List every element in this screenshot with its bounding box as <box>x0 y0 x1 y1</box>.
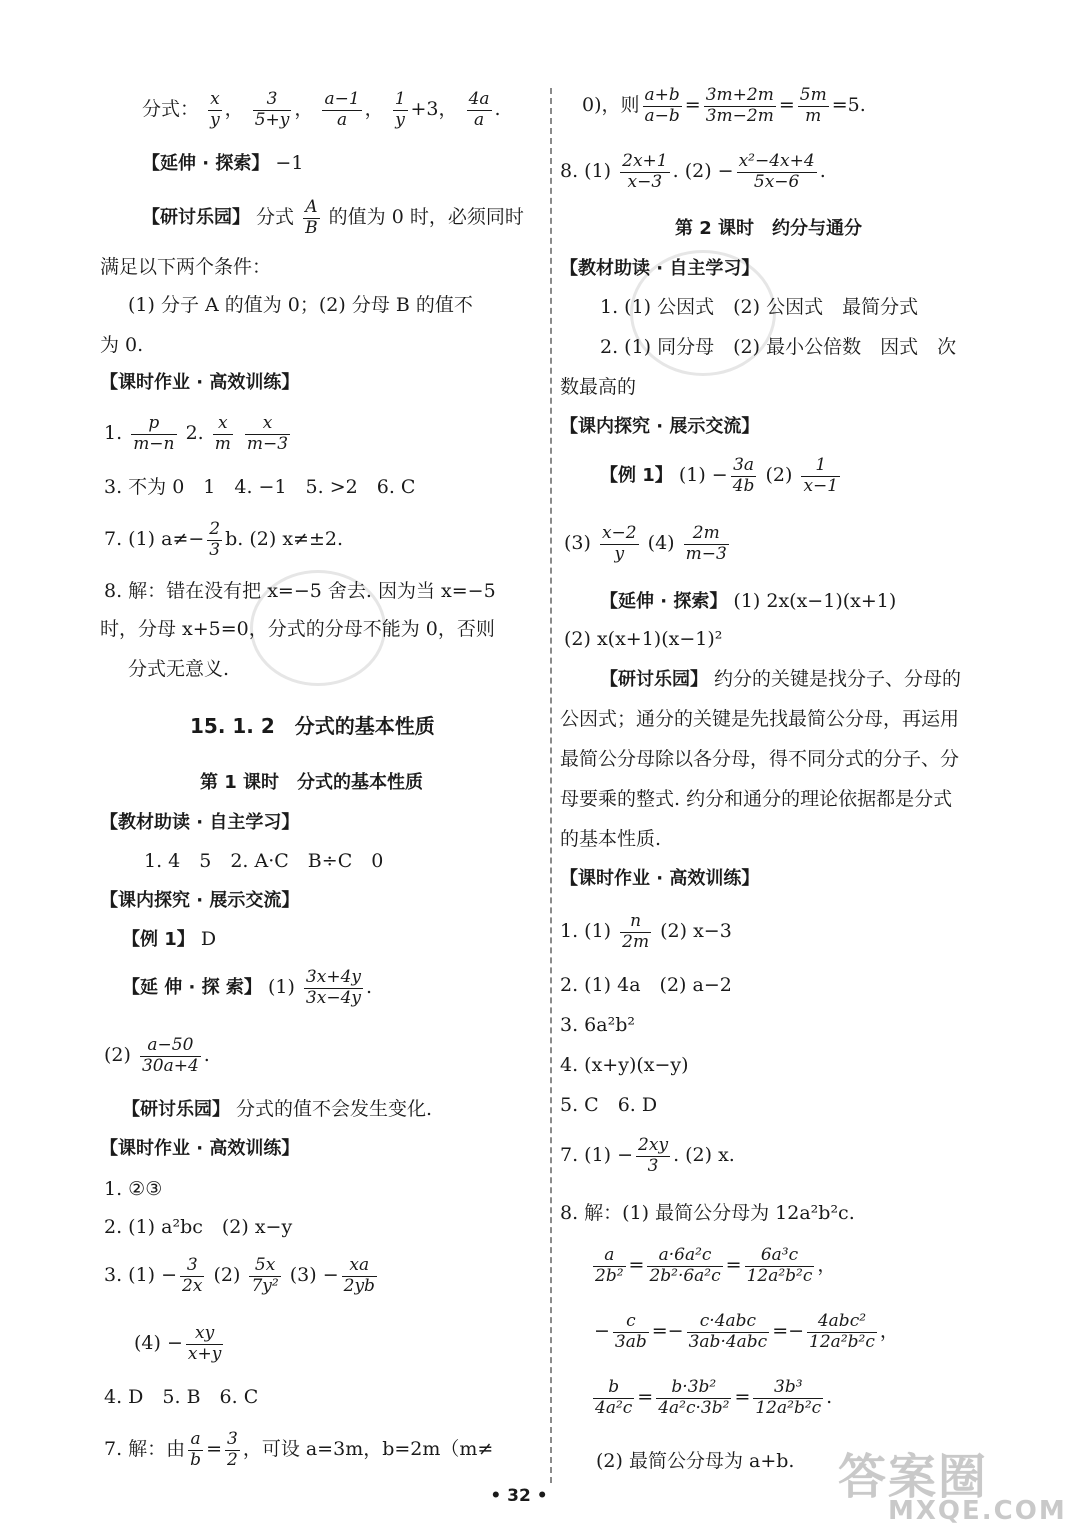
section-header: 【研讨乐园】 <box>122 1099 230 1120</box>
text: = <box>206 1438 222 1461</box>
numerator: c <box>613 1312 649 1333</box>
fraction <box>737 152 817 192</box>
numerator: a <box>593 1246 626 1267</box>
fraction <box>643 86 682 126</box>
section-header: 【例 1】 <box>600 465 673 487</box>
text-line: 8. 解：错在没有把 x=−5 舍去. 因为当 x=−5 <box>104 580 496 602</box>
text-line: 为 0. <box>100 334 144 356</box>
fraction <box>807 1312 877 1352</box>
denominator: x−1 <box>803 475 839 496</box>
fraction <box>593 1378 634 1418</box>
denominator: 7y² <box>251 1275 279 1296</box>
fraction <box>647 1246 722 1286</box>
section-header: 【延伸 · 探索】 <box>600 591 728 612</box>
text: ， <box>817 1254 837 1277</box>
denominator: 12a²b²c <box>746 1265 813 1286</box>
text: = <box>628 1254 645 1277</box>
watermark-text: 答案圈 <box>838 1449 989 1505</box>
text: (2) x−3 <box>660 920 732 943</box>
answer-text: (1) 2x(x−1)(x+1) <box>733 590 897 612</box>
numerator: c·4abc <box>687 1312 770 1333</box>
text: (1) − <box>678 464 728 487</box>
text: 8. (1) <box>560 160 612 183</box>
numerator: 4a <box>468 89 490 109</box>
denominator: 5+y <box>254 109 290 130</box>
equation-line <box>590 1246 836 1286</box>
answer-line: 8. 解：(1) 最简公分母为 12a²b²c. <box>560 1202 855 1224</box>
text: . (2) − <box>672 160 734 183</box>
numerator: x²−4x+4 <box>738 151 815 171</box>
fraction <box>253 90 292 130</box>
numerator: 6a³c <box>745 1246 815 1267</box>
text: = <box>778 94 795 117</box>
answer-line: 2. (1) 同分母 (2) 最小公倍数 因式 次 <box>600 336 957 358</box>
numerator: 3x+4y <box>305 967 361 987</box>
fraction <box>731 456 757 496</box>
answer-line <box>122 1098 432 1121</box>
text-line: 分式无意义. <box>128 658 230 680</box>
text: (2) <box>213 1264 241 1287</box>
text: 分式 <box>256 206 295 229</box>
answer-line <box>104 1036 210 1076</box>
text: (2) <box>104 1044 131 1067</box>
answer-line: (2) x(x+1)(x−1)² <box>564 628 723 650</box>
text: = <box>734 1386 751 1409</box>
text-line: 时，分母 x+5=0，分式的分母不能为 0，否则 <box>100 618 495 640</box>
numerator: 2x+1 <box>622 151 668 171</box>
denominator: x+y <box>187 1343 222 1364</box>
numerator: 3a <box>731 456 757 477</box>
text-line: (1) 分子 A 的值为 0；(2) 分母 B 的值不 <box>128 294 473 316</box>
answer-line <box>104 1256 380 1296</box>
denominator: 5x−6 <box>753 171 800 192</box>
section-header: 【课内探究 · 展示交流】 <box>560 416 760 437</box>
lesson-title: 第 1 课时 分式的基本性质 <box>200 772 424 793</box>
text: 7. (1) a≠− <box>104 528 205 551</box>
numerator: x <box>245 414 290 435</box>
section-header: 【教材助读 · 自主学习】 <box>560 258 760 279</box>
text: ，可设 a=3m，b=2m（m≠ <box>242 1438 494 1461</box>
fraction <box>620 912 651 952</box>
text: . (2) x. <box>673 1144 735 1167</box>
numerator: 1 <box>394 89 406 109</box>
numerator: 4abc² <box>807 1312 877 1333</box>
denominator: y <box>395 109 405 130</box>
fraction <box>620 152 669 192</box>
answer-line <box>122 928 216 951</box>
text: (2) <box>765 464 793 487</box>
denominator: a <box>473 109 485 130</box>
denominator: m−3 <box>685 543 727 564</box>
fraction <box>753 1378 823 1418</box>
fraction <box>249 1256 280 1296</box>
answer-line: 2. (1) 4a (2) a−2 <box>560 974 732 996</box>
section-header: 【课内探究 · 展示交流】 <box>100 890 300 911</box>
answer-line: 2. (1) a²bc (2) x−y <box>104 1216 293 1238</box>
answer-line: 4. (x+y)(x−y) <box>560 1054 689 1076</box>
answer-text: D <box>200 928 217 950</box>
answer-line <box>134 1324 226 1364</box>
fraction <box>303 198 320 238</box>
section-header: 【课时作业 · 高效训练】 <box>560 868 760 889</box>
answer-line <box>560 152 826 192</box>
numerator: a−50 <box>140 1036 201 1057</box>
answer-line <box>560 912 732 952</box>
answer-text: −1 <box>275 152 304 174</box>
text: (1) <box>267 976 295 999</box>
numerator: 3m+2m <box>705 85 774 105</box>
answer-line <box>560 1136 735 1176</box>
numerator: x−2 <box>601 523 637 543</box>
answer-line <box>582 86 866 126</box>
answer-line <box>122 968 372 1008</box>
item-number: 1. <box>104 422 123 445</box>
text: − <box>594 1320 610 1343</box>
text: 0)，则 <box>582 94 640 117</box>
answer-line <box>564 524 732 564</box>
text: . <box>203 1044 210 1067</box>
text: 的值为 0 时，必须同时 <box>328 206 524 229</box>
text: 3. (1) − <box>104 1264 178 1287</box>
numerator: 2 <box>209 519 221 539</box>
numerator: 5m <box>799 85 827 105</box>
text: ， <box>879 1320 899 1343</box>
numerator: x <box>208 90 222 111</box>
answer-line <box>600 590 896 613</box>
numerator: 3 <box>226 1429 238 1449</box>
numerator: p <box>131 414 176 435</box>
answer-line: 1. 4 5 2. A·C B÷C 0 <box>144 850 384 872</box>
numerator: 5x <box>249 1256 280 1277</box>
watermark-text: MXQE.COM <box>888 1496 1067 1526</box>
fraction <box>131 414 176 454</box>
numerator: 3b³ <box>753 1378 823 1399</box>
fraction <box>613 1312 649 1352</box>
fraction <box>245 414 290 454</box>
text: 分式： <box>142 98 200 121</box>
answer-line <box>600 668 961 691</box>
numerator: 3 <box>253 90 292 111</box>
denominator: 3ab <box>614 1331 647 1352</box>
denominator: y <box>210 109 220 130</box>
answer-line <box>142 152 303 175</box>
denominator: 2b²·6a²c <box>649 1265 721 1286</box>
answer-line <box>142 198 524 238</box>
equation-line <box>590 1378 832 1418</box>
fraction <box>213 414 233 454</box>
section-title: 15. 1. 2 分式的基本性质 <box>190 714 435 738</box>
fraction <box>684 524 729 564</box>
answer-line: 4. D 5. B 6. C <box>104 1386 259 1408</box>
text: = <box>684 94 701 117</box>
answer-line <box>104 1430 493 1470</box>
answer-line: (2) 最简公分母为 a+b. <box>596 1450 795 1472</box>
numerator: b <box>593 1378 634 1399</box>
numerator: a·6a²c <box>647 1246 722 1267</box>
section-header: 【课时作业 · 高效训练】 <box>100 1138 300 1159</box>
fraction <box>225 1430 240 1470</box>
text: = <box>637 1386 654 1409</box>
text: = <box>725 1254 742 1277</box>
denominator: 3 <box>647 1155 659 1176</box>
denominator: 2 <box>226 1449 238 1470</box>
numerator: 3 <box>180 1256 204 1277</box>
text: (3) <box>564 532 591 555</box>
text: (4) <box>647 532 675 555</box>
answer-line <box>104 414 293 454</box>
fraction <box>180 1256 204 1296</box>
text-line: 母要乘的整式. 约分和通分的理论依据都是分式 <box>560 788 953 810</box>
denominator: 2m <box>622 931 650 952</box>
denominator: m−3 <box>246 433 289 454</box>
text: . <box>819 160 826 183</box>
lesson-title: 第 2 课时 约分与通分 <box>675 218 863 239</box>
text: =5. <box>831 94 866 117</box>
denominator: 3m−2m <box>705 105 774 126</box>
fraction <box>798 86 829 126</box>
numerator: x <box>213 414 233 435</box>
denominator: 4a²c·3b² <box>658 1397 730 1418</box>
denominator: m <box>805 105 822 126</box>
text-line: 数最高的 <box>560 376 637 398</box>
fraction <box>801 456 840 496</box>
column-divider <box>550 88 552 1483</box>
fraction <box>593 1246 626 1286</box>
denominator: a <box>336 109 348 130</box>
denominator: 2b² <box>595 1265 624 1286</box>
denominator: 2x <box>182 1275 203 1296</box>
text: b. (2) x≠±2. <box>225 528 344 551</box>
text: 7. 解：由 <box>104 1438 186 1461</box>
denominator: 30a+4 <box>141 1055 199 1076</box>
fraction <box>208 90 222 130</box>
fraction <box>304 968 363 1008</box>
denominator: 3 <box>209 539 221 560</box>
text-line: 的基本性质. <box>560 828 662 850</box>
fraction <box>188 1430 203 1470</box>
numerator: 2xy <box>638 1135 669 1155</box>
denominator: 3ab·4abc <box>688 1331 768 1352</box>
fraction <box>745 1246 815 1286</box>
section-header: 【研讨乐园】 <box>600 669 708 690</box>
section-header: 【延 伸 · 探 索】 <box>122 977 262 999</box>
answer-line: 1. (1) 公因式 (2) 公因式 最简分式 <box>600 296 919 318</box>
fraction <box>467 90 492 130</box>
text-line: 最简公分母除以各分母，得不同分式的分子、分 <box>560 748 960 770</box>
text: . <box>366 976 373 999</box>
answer-line: 3. 6a²b² <box>560 1014 635 1036</box>
denominator: B <box>305 217 318 238</box>
fraction <box>322 90 361 130</box>
fraction <box>704 86 776 126</box>
section-header: 【教材助读 · 自主学习】 <box>100 812 300 833</box>
text-line: 公因式；通分的关键是先找最简公分母，再运用 <box>560 708 960 730</box>
text: (3) − <box>289 1264 339 1287</box>
section-header: 【延伸 · 探索】 <box>142 153 270 174</box>
numerator: xy <box>186 1324 223 1345</box>
numerator: a−1 <box>324 89 360 109</box>
text: =− <box>772 1320 805 1343</box>
denominator: 12a²b²c <box>755 1397 822 1418</box>
text: . <box>826 1386 833 1409</box>
numerator: A <box>303 198 320 219</box>
denominator: a−b <box>644 105 680 126</box>
answer-line <box>600 456 843 496</box>
page-number: • 32 • <box>490 1486 548 1506</box>
denominator: m−n <box>133 433 175 454</box>
fraction <box>186 1324 223 1364</box>
denominator: 2yb <box>343 1275 375 1296</box>
item-number: 2. <box>185 422 204 445</box>
answer-line: 3. 不为 0 1 4. −1 5. >2 6. C <box>104 476 416 498</box>
fraction <box>687 1312 770 1352</box>
answer-line: 5. C 6. D <box>560 1094 658 1116</box>
numerator: xa <box>342 1256 377 1277</box>
denominator: x−3 <box>627 171 663 192</box>
text: 1. (1) <box>560 920 612 943</box>
fraction-list-line: 分式： $\frac{x}{y}$ ， $\frac{3}{5+y}$ ， $\frac{a-1}{a}$ ， $\frac{1}{y}$ +3， $\frac{4a}{a}$ . <box>142 89 501 130</box>
text-line: 满足以下两个条件： <box>100 256 272 278</box>
watermark-logo <box>830 1438 1067 1528</box>
section-header: 【例 1】 <box>122 929 195 950</box>
numerator: n <box>620 912 651 933</box>
section-header: 【研讨乐园】 <box>142 207 250 229</box>
denominator: y <box>614 543 625 564</box>
answer-line: 1. ②③ <box>104 1178 163 1200</box>
fraction <box>140 1036 201 1076</box>
section-header: 【课时作业 · 高效训练】 <box>100 372 300 393</box>
numerator: 2m <box>684 524 729 545</box>
text: =− <box>651 1320 684 1343</box>
denominator: b <box>190 1449 202 1470</box>
fraction <box>342 1256 377 1296</box>
numerator: a+b <box>644 85 680 105</box>
denominator: m <box>214 433 231 454</box>
numerator: b·3b² <box>656 1378 731 1399</box>
fraction <box>600 524 639 564</box>
answer-text: 分式的值不会发生变化. <box>236 1098 433 1120</box>
numerator: 1 <box>801 456 840 477</box>
fraction <box>656 1378 731 1418</box>
text: (4) − <box>134 1332 183 1355</box>
text: 约分的关键是找分子、分母的 <box>714 668 962 690</box>
fraction <box>636 1136 670 1176</box>
denominator: 3x−4y <box>305 987 361 1008</box>
text: 7. (1) − <box>560 1144 634 1167</box>
denominator: 4b <box>732 475 755 496</box>
answer-line <box>104 520 343 560</box>
numerator: a <box>188 1430 203 1451</box>
fraction <box>207 520 222 560</box>
fraction <box>393 90 408 130</box>
text: +3， <box>410 98 458 121</box>
text: . <box>494 98 501 121</box>
denominator: 12a²b²c <box>809 1331 875 1352</box>
equation-line <box>594 1312 899 1352</box>
denominator: 4a²c <box>595 1397 633 1418</box>
